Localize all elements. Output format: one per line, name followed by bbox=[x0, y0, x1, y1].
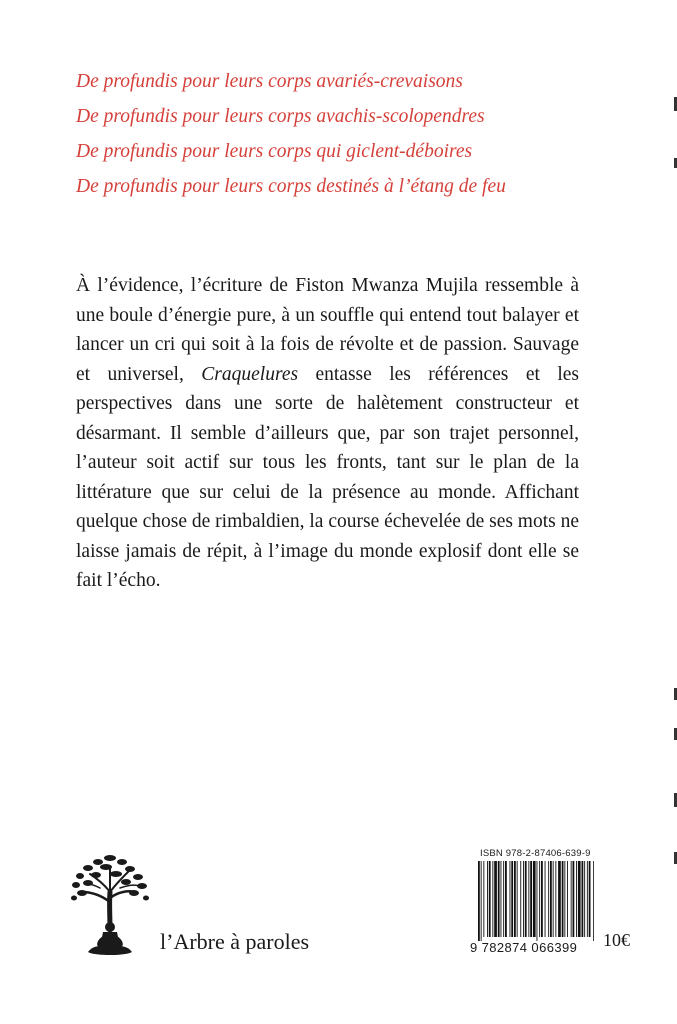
description-part-2: entasse les références et les perspectives dans une sorte de halètement constructeur et désarmant. Il semble d’ailleurs que, par son trajet personnel, l’auteur soit actif sur tous les fronts, tant sur le plan de la littérature que sur celui de la présence au monde. Affichant quelque chose de rimbaldien, la course échevelée de ses mots ne laisse jamais de répit, à l’image du monde explosif dont elle se fait l’écho. bbox=[76, 363, 580, 591]
barcode bbox=[478, 861, 594, 941]
epigraph bbox=[76, 64, 636, 204]
book-description bbox=[76, 271, 579, 596]
description-part-1: À l’évidence, l’écriture de Fiston Mwanza Mujila ressemble à une boule d’énergie pure, à un souffle qui entend tout balayer et lancer un cri qui soit à la fois de révolte et de passion. Sauvage et universel, bbox=[76, 275, 579, 385]
barcode-digits: 9 782874 066399 bbox=[470, 940, 578, 955]
book-title-italic: Craquelures bbox=[201, 363, 299, 385]
epigraph-line: De profundis pour leurs corps avachis-scolopendres bbox=[76, 106, 485, 127]
isbn-label: ISBN 978-2-87406-639-9 bbox=[480, 848, 591, 859]
publisher-name: l’Arbre à paroles bbox=[160, 929, 310, 954]
epigraph-line: De profundis pour leurs corps destinés à l’étang de feu bbox=[76, 176, 506, 197]
epigraph-line: De profundis pour leurs corps qui giclent-déboires bbox=[76, 141, 473, 162]
price: 10€ bbox=[603, 930, 630, 950]
tree-meditating-figure-logo-icon bbox=[70, 852, 150, 962]
epigraph-line: De profundis pour leurs corps avariés-crevaisons bbox=[76, 71, 463, 92]
